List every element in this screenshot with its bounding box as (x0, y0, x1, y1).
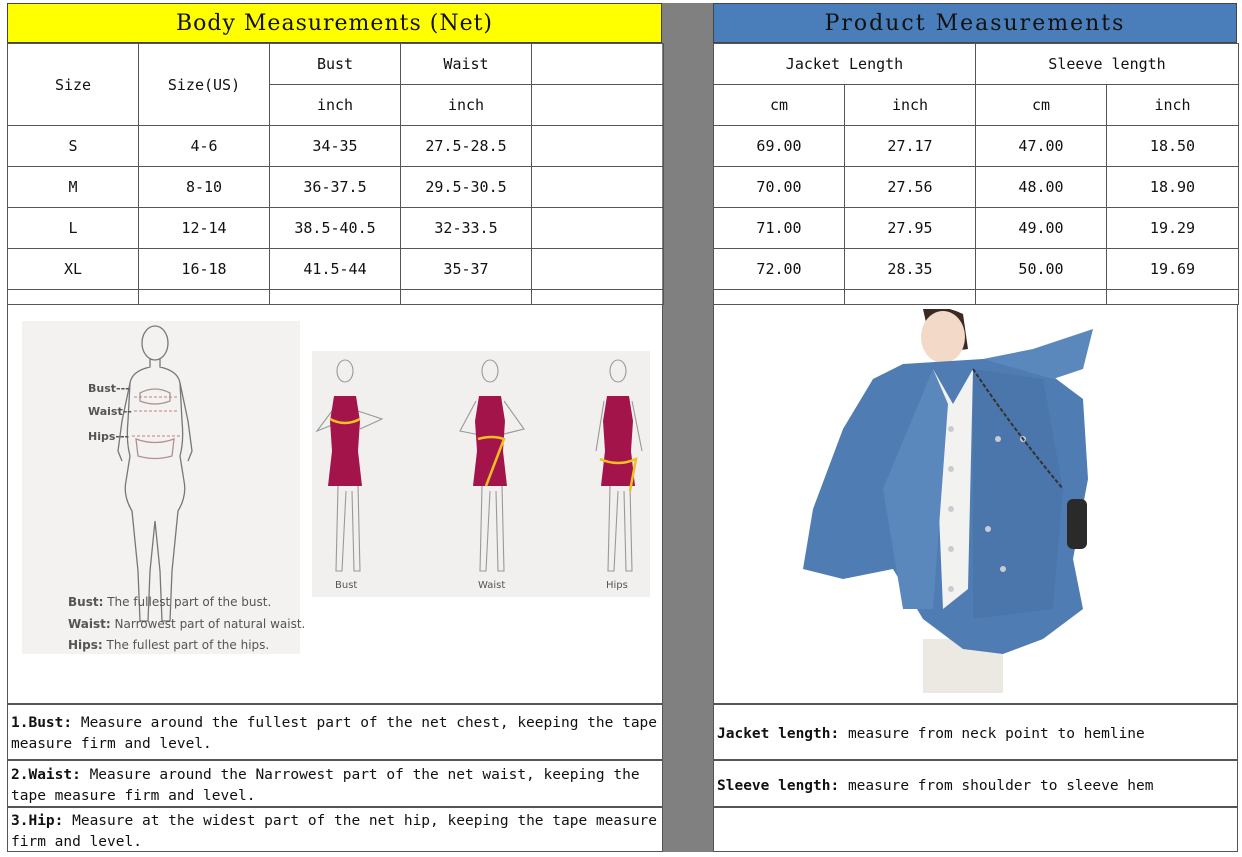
bust-instruction-text: Measure around the fullest part of the net chest, keeping the tape measure firm and level. (11, 715, 658, 752)
sleeve-cm-cell: 49.00 (976, 208, 1107, 249)
empty-cell (270, 290, 401, 305)
bust-def-term: Bust: (68, 595, 104, 609)
waist-def-text: Narrowest part of natural waist. (114, 617, 306, 631)
sleeve-length-instruction (713, 760, 1238, 807)
hips-definition (68, 638, 269, 652)
empty-instruction-row (713, 807, 1238, 852)
size-cell: XL (8, 249, 139, 290)
caption-waist: Waist (478, 580, 506, 591)
waist-tag: Waist-- (88, 405, 132, 418)
sleeve-cm-cell: 47.00 (976, 126, 1107, 167)
bust-cell: 36-37.5 (270, 167, 401, 208)
sleeve-instruction-text: measure from shoulder to sleeve hem (839, 778, 1154, 794)
col-waist: Waist (401, 44, 532, 85)
waist-cell: 29.5-30.5 (401, 167, 532, 208)
table-row (714, 249, 1239, 290)
bust-cell: 41.5-44 (270, 249, 401, 290)
table-row (8, 126, 664, 167)
body-measurements-table (7, 43, 664, 305)
empty-cell (139, 290, 270, 305)
sleeve-inch-cell: 19.69 (1107, 249, 1239, 290)
empty-cell (8, 290, 139, 305)
empty-cell (532, 126, 664, 167)
waist-cell: 32-33.5 (401, 208, 532, 249)
hip-instruction (7, 807, 663, 852)
product-measurements-header: Product Measurements (713, 3, 1237, 43)
table-row (8, 167, 664, 208)
sleeve-inch-cell: 19.29 (1107, 208, 1239, 249)
table-row (714, 167, 1239, 208)
unit-cm: cm (714, 85, 845, 126)
sleeve-cm-cell: 48.00 (976, 167, 1107, 208)
empty-cell (1107, 290, 1239, 305)
hips-tag: Hips--- (88, 430, 130, 443)
divider-column (662, 3, 713, 852)
col-size: Size (8, 44, 139, 126)
empty-cell (401, 290, 532, 305)
size-us-cell: 16-18 (139, 249, 270, 290)
jacket-cm-cell: 71.00 (714, 208, 845, 249)
size-cell: L (8, 208, 139, 249)
hips-def-text: The fullest part of the hips. (106, 638, 270, 652)
dress-measurement-illustration (312, 351, 650, 597)
empty-cell (532, 44, 664, 85)
unit-inch: inch (845, 85, 976, 126)
bust-definition (68, 595, 271, 609)
jacket-cm-cell: 72.00 (714, 249, 845, 290)
waist-def-term: Waist: (68, 617, 111, 631)
waist-instruction-term: 2.Waist: (11, 767, 81, 783)
bust-cell: 34-35 (270, 126, 401, 167)
waist-definition (68, 617, 305, 631)
jacket-inch-cell: 27.56 (845, 167, 976, 208)
unit-waist: inch (401, 85, 532, 126)
empty-cell (532, 85, 664, 126)
hips-def-term: Hips: (68, 638, 103, 652)
empty-cell (532, 249, 664, 290)
jacket-cm-cell: 69.00 (714, 126, 845, 167)
bust-def-text: The fullest part of the bust. (107, 595, 272, 609)
col-jacket-length: Jacket Length (714, 44, 976, 85)
unit-bust: inch (270, 85, 401, 126)
empty-cell (532, 208, 664, 249)
jacket-cm-cell: 70.00 (714, 167, 845, 208)
table-row (714, 126, 1239, 167)
caption-hips: Hips (606, 580, 628, 591)
caption-bust: Bust (335, 580, 358, 591)
dress-figures-icon (312, 351, 650, 597)
unit-inch: inch (1107, 85, 1239, 126)
col-sleeve-length: Sleeve length (976, 44, 1239, 85)
jacket-instruction-text: measure from neck point to hemline (839, 726, 1145, 742)
bust-tag: Bust--- (88, 382, 130, 395)
body-measurements-header: Body Measurements (Net) (7, 3, 662, 43)
body-outline-illustration (22, 321, 306, 654)
size-cell: M (8, 167, 139, 208)
bust-instruction (7, 704, 663, 760)
empty-cell (976, 290, 1107, 305)
jacket-instruction-term: Jacket length: (717, 726, 840, 742)
empty-cell (714, 290, 845, 305)
empty-cell (532, 290, 664, 305)
size-us-cell: 4-6 (139, 126, 270, 167)
sleeve-instruction-term: Sleeve length: (717, 778, 840, 794)
col-bust: Bust (270, 44, 401, 85)
table-row (714, 208, 1239, 249)
sleeve-inch-cell: 18.50 (1107, 126, 1239, 167)
col-size-us: Size(US) (139, 44, 270, 126)
waist-instruction (7, 760, 663, 807)
waist-instruction-text: Measure around the Narrowest part of the net waist, keeping the tape measure firm and level. (11, 767, 640, 804)
sleeve-cm-cell: 50.00 (976, 249, 1107, 290)
bust-instruction-term: 1.Bust: (11, 715, 73, 731)
table-row (8, 208, 664, 249)
empty-cell (532, 167, 664, 208)
size-us-cell: 8-10 (139, 167, 270, 208)
waist-cell: 27.5-28.5 (401, 126, 532, 167)
unit-cm: cm (976, 85, 1107, 126)
waist-cell: 35-37 (401, 249, 532, 290)
jacket-inch-cell: 27.95 (845, 208, 976, 249)
denim-jacket-icon (783, 309, 1101, 693)
size-cell: S (8, 126, 139, 167)
bust-cell: 38.5-40.5 (270, 208, 401, 249)
size-us-cell: 12-14 (139, 208, 270, 249)
jacket-length-instruction (713, 704, 1238, 760)
sleeve-inch-cell: 18.90 (1107, 167, 1239, 208)
table-row (8, 249, 664, 290)
hip-instruction-text: Measure at the widest part of the net hip, keeping the tape measure firm and level. (11, 813, 658, 850)
jacket-inch-cell: 28.35 (845, 249, 976, 290)
product-measurements-table (713, 43, 1239, 305)
denim-jacket-photo (783, 309, 1101, 693)
jacket-inch-cell: 27.17 (845, 126, 976, 167)
hip-instruction-term: 3.Hip: (11, 813, 64, 829)
empty-cell (845, 290, 976, 305)
